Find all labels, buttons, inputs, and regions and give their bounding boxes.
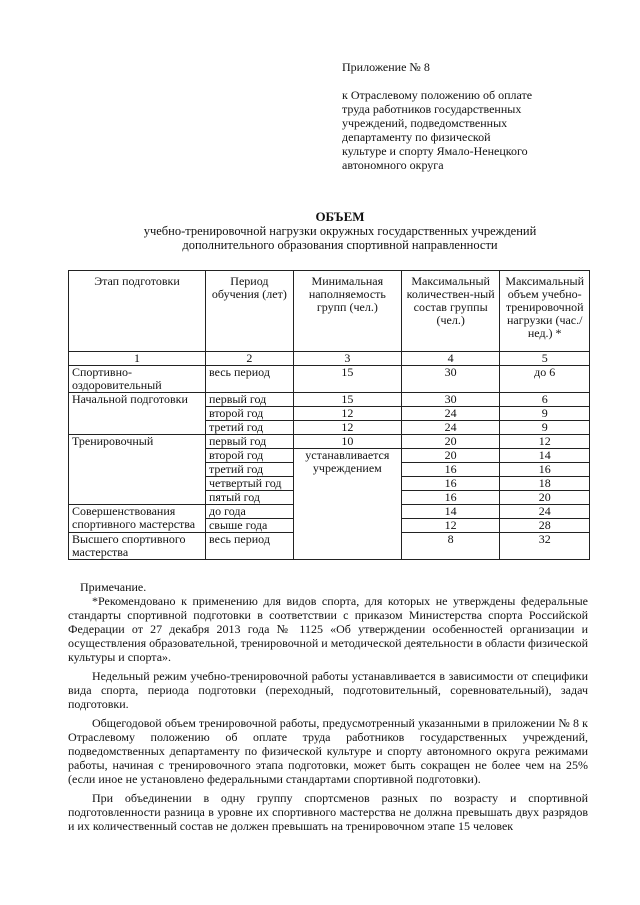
column-number-row <box>69 352 590 366</box>
max-cell: 24 <box>401 421 500 435</box>
appendix-line: автономного округа <box>342 158 444 172</box>
stage-cell: Тренировочный <box>69 435 206 505</box>
stage-cell: Совершенствования спортивного мастерства <box>69 505 206 533</box>
load-cell: 14 <box>500 449 590 463</box>
load-table <box>68 270 590 560</box>
note-paragraph: *Рекомендовано к применению для видов спорта, для которых не утверждены федеральные стандарты спортивной подготовки в соответствии с приказом Министерства спорта Российской Федерации от 27 декабря 2013 года № 1125 «Об утверждении особенностей организации и осуществления образовательной, тренировочной и методической деятельности в области физической культуры и спорта». <box>68 594 589 664</box>
period-cell: второй год <box>205 449 293 463</box>
period-cell: свыше года <box>205 519 293 533</box>
min-cell: 15 <box>293 393 401 407</box>
document-subtitle-line: учебно-тренировочной нагрузки окружных государственных учреждений <box>143 224 537 238</box>
load-cell: 20 <box>500 491 590 505</box>
min-cell: 15 <box>293 366 401 393</box>
appendix-number: Приложение № 8 <box>342 60 430 74</box>
load-cell: 24 <box>500 505 590 519</box>
table-row <box>69 366 590 393</box>
header-max: Максимальный количествен-ный состав группы (чел.) <box>401 271 500 352</box>
load-cell: 16 <box>500 463 590 477</box>
appendix-line: учреждений, подведомственных <box>342 116 508 130</box>
header-min: Минимальная наполняемость групп (чел.) <box>293 271 401 352</box>
document-heading <box>60 210 620 252</box>
load-cell: 12 <box>500 435 590 449</box>
period-cell: весь период <box>205 366 293 393</box>
max-cell: 12 <box>401 519 500 533</box>
column-number: 4 <box>401 352 500 366</box>
document-subtitle-line: дополнительного образования спортивной направленности <box>182 238 498 252</box>
max-cell: 16 <box>401 463 500 477</box>
appendix-line: департаменту по физической <box>342 130 491 144</box>
stage-cell: Начальной подготовки <box>69 393 206 435</box>
max-cell: 16 <box>401 491 500 505</box>
max-cell: 24 <box>401 407 500 421</box>
period-cell: четвертый год <box>205 477 293 491</box>
load-cell: 18 <box>500 477 590 491</box>
appendix-block <box>342 60 572 172</box>
load-cell: 32 <box>500 533 590 560</box>
period-cell: весь период <box>205 533 293 560</box>
period-cell: первый год <box>205 393 293 407</box>
established-cell: устанавливается учреждением <box>293 449 401 560</box>
table-row <box>69 393 590 407</box>
appendix-line: культуре и спорту Ямало-Ненецкого <box>342 144 528 158</box>
load-cell: до 6 <box>500 366 590 393</box>
min-cell: 12 <box>293 407 401 421</box>
max-cell: 20 <box>401 435 500 449</box>
load-cell: 9 <box>500 421 590 435</box>
period-cell: третий год <box>205 421 293 435</box>
period-cell: первый год <box>205 435 293 449</box>
appendix-line: к Отраслевому положению об оплате <box>342 88 533 102</box>
stage-cell: Спортивно-оздоровительный <box>69 366 206 393</box>
period-cell: пятый год <box>205 491 293 505</box>
period-cell: до года <box>205 505 293 519</box>
note-paragraph: Общегодовой объем тренировочной работы, предусмотренный указанными в приложении № 8 к Отраслевому положению об оплате труда работников государственных учреждений, подведомственных департаменту по физической культуре и спорту автономного округа режимами работы, начиная с тренировочного этапа подготовки, может быть сокращен не более чем на 25% (если иное не установлено федеральными стандартами спортивной подготовки). <box>68 716 588 786</box>
column-number: 1 <box>69 352 206 366</box>
load-cell: 28 <box>500 519 590 533</box>
period-cell: второй год <box>205 407 293 421</box>
column-number: 5 <box>500 352 590 366</box>
table-header-row <box>69 271 590 352</box>
min-cell: 12 <box>293 421 401 435</box>
notes-label: Примечание. <box>80 580 147 594</box>
document-title: ОБЪЕМ <box>315 209 365 224</box>
appendix-line: труда работников государственных <box>342 102 522 116</box>
max-cell: 30 <box>401 393 500 407</box>
max-cell: 14 <box>401 505 500 519</box>
table-row <box>69 435 590 449</box>
load-cell: 6 <box>500 393 590 407</box>
max-cell: 20 <box>401 449 500 463</box>
header-stage: Этап подготовки <box>69 271 206 352</box>
min-cell: 10 <box>293 435 401 449</box>
stage-cell: Высшего спортивного мастерства <box>69 533 206 560</box>
note-paragraph: При объединении в одну группу спортсменов разных по возрасту и спортивной подготовленности разница в уровне их спортивного мастерства не должна превышать двух разрядов и их количественный состав не должен превышать на тренировочном этапе 15 человек <box>68 791 588 833</box>
period-cell: третий год <box>205 463 293 477</box>
load-cell: 9 <box>500 407 590 421</box>
column-number: 2 <box>205 352 293 366</box>
column-number: 3 <box>293 352 401 366</box>
header-load: Максимальный объем учебно-тренировочной нагрузки (час./нед.) * <box>500 271 590 352</box>
max-cell: 8 <box>401 533 500 560</box>
max-cell: 16 <box>401 477 500 491</box>
header-period: Период обучения (лет) <box>205 271 293 352</box>
note-paragraph: Недельный режим учебно-тренировочной работы устанавливается в зависимости от специфики вида спорта, периода подготовки (переходный, подготовительный, соревновательный), задач подготовки. <box>68 669 588 711</box>
notes-section <box>68 580 588 838</box>
max-cell: 30 <box>401 366 500 393</box>
